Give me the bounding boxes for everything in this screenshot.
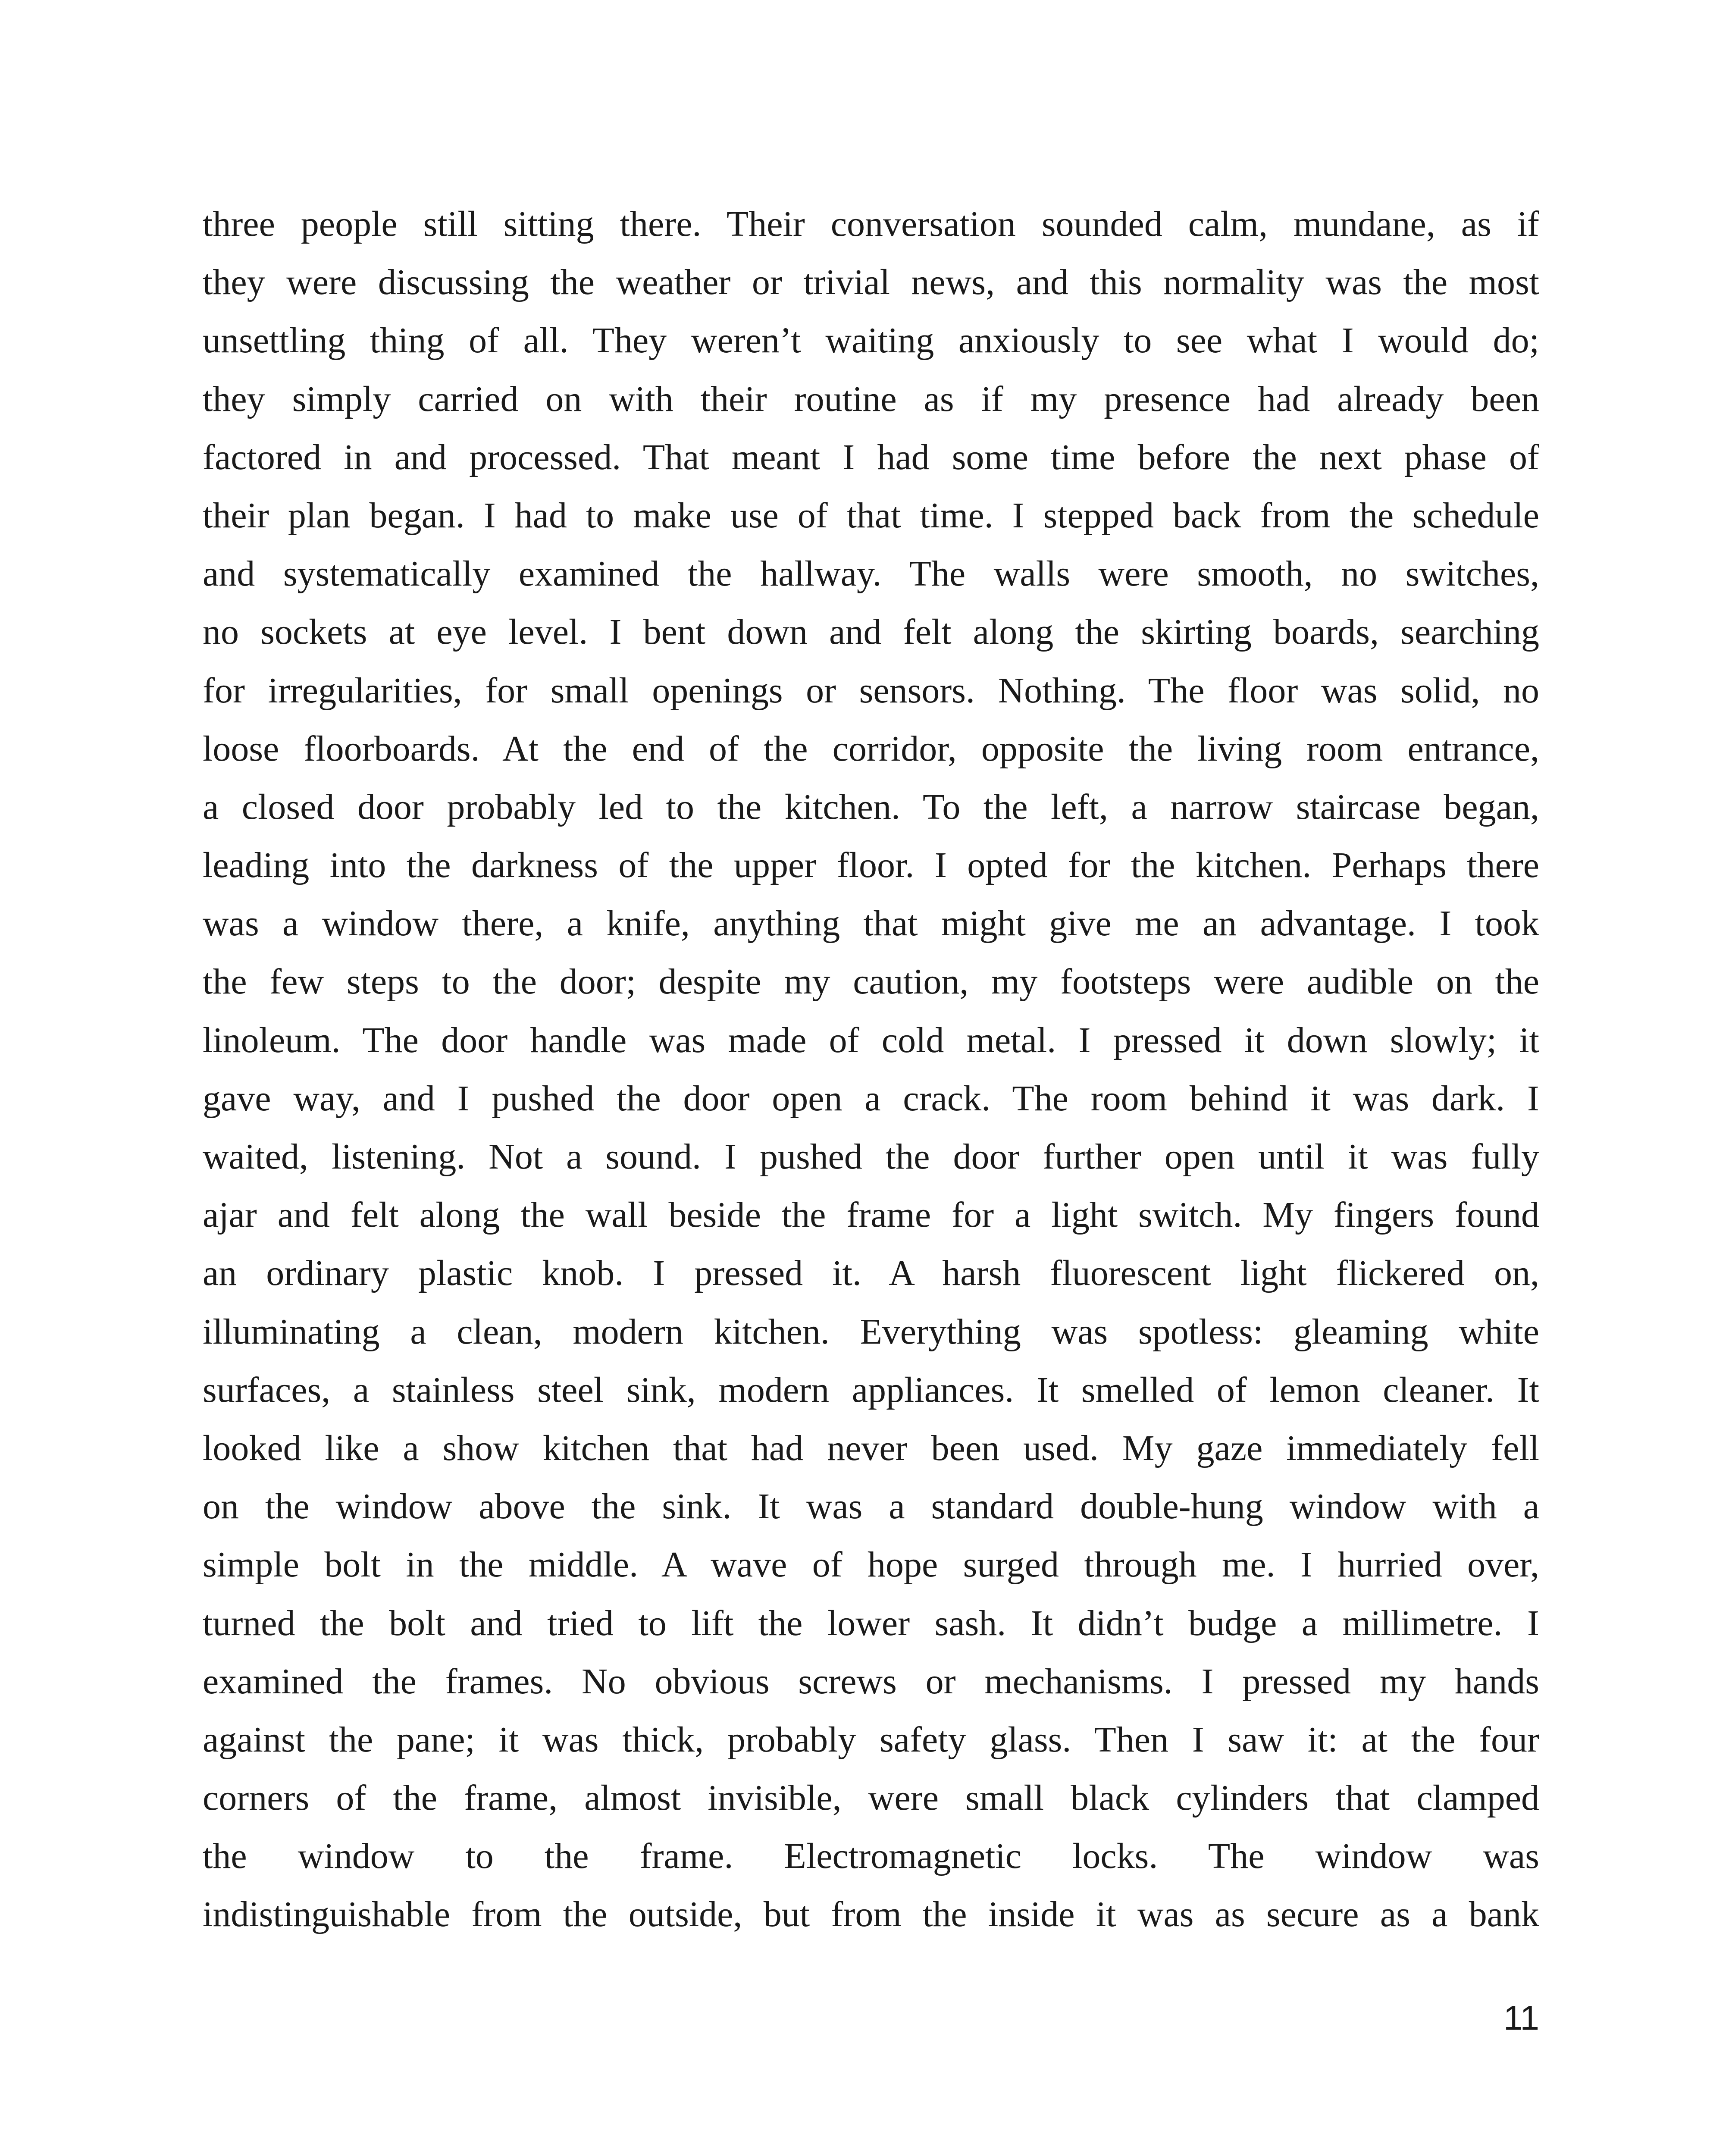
text-line: unsettling thing of all. They weren’t waiting anxiously to see what I would do; [203,320,1539,361]
text-line: the few steps to the door; despite my caution, my footsteps were audible on the [203,962,1539,1002]
text-line: leading into the darkness of the upper floor. I opted for the kitchen. Perhaps there [203,845,1539,886]
text-line: they were discussing the weather or trivial news, and this normality was the most [203,262,1539,303]
text-line: looked like a show kitchen that had never been used. My gaze immediately fell [203,1428,1539,1468]
text-line: three people still sitting there. Their conversation sounded calm, mundane, as if [203,204,1539,244]
text-line: for irregularities, for small openings or sensors. Nothing. The floor was solid, no [203,670,1539,711]
text-line: gave way, and I pushed the door open a crack. The room behind it was dark. I [203,1078,1539,1119]
text-line: a closed door probably led to the kitchen. To the left, a narrow staircase began, [203,787,1539,827]
text-line: turned the bolt and tried to lift the lower sash. It didn’t budge a millimetre. I [203,1603,1539,1643]
text-line: and systematically examined the hallway. The walls were smooth, no switches, [203,554,1539,594]
text-line: ajar and felt along the wall beside the frame for a light switch. My fingers found [203,1195,1539,1235]
text-line: factored in and processed. That meant I had some time before the next phase of [203,437,1539,477]
text-line: against the pane; it was thick, probably safety glass. Then I saw it: at the four [203,1719,1539,1760]
text-line: simple bolt in the middle. A wave of hope surged through me. I hurried over, [203,1545,1539,1585]
text-line: corners of the frame, almost invisible, were small black cylinders that clamped [203,1778,1539,1818]
text-line: no sockets at eye level. I bent down and felt along the skirting boards, searching [203,612,1539,652]
text-line: surfaces, a stainless steel sink, modern appliances. It smelled of lemon cleaner. It [203,1369,1539,1410]
text-line: they simply carried on with their routine as if my presence had already been [203,379,1539,419]
text-line: on the window above the sink. It was a standard double-hung window with a [203,1486,1539,1527]
text-line: examined the frames. No obvious screws or mechanisms. I pressed my hands [203,1661,1539,1702]
text-line: the window to the frame. Electromagnetic locks. The window was [203,1836,1539,1877]
text-line: loose floorboards. At the end of the corridor, opposite the living room entrance, [203,728,1539,769]
text-line: their plan began. I had to make use of that time. I stepped back from the schedule [203,495,1539,536]
text-line: illuminating a clean, modern kitchen. Everything was spotless: gleaming white [203,1311,1539,1352]
text-line: was a window there, a knife, anything that might give me an advantage. I took [203,903,1539,944]
body-text [203,195,1539,1944]
page-number: 11 [1503,1999,1539,2037]
text-line: indistinguishable from the outside, but from the inside it was as secure as a bank [203,1894,1539,1935]
text-line: waited, listening. Not a sound. I pushed the door further open until it was fully [203,1137,1539,1177]
text-line: an ordinary plastic knob. I pressed it. A harsh fluorescent light flickered on, [203,1253,1539,1294]
text-line: linoleum. The door handle was made of cold metal. I pressed it down slowly; it [203,1020,1539,1060]
